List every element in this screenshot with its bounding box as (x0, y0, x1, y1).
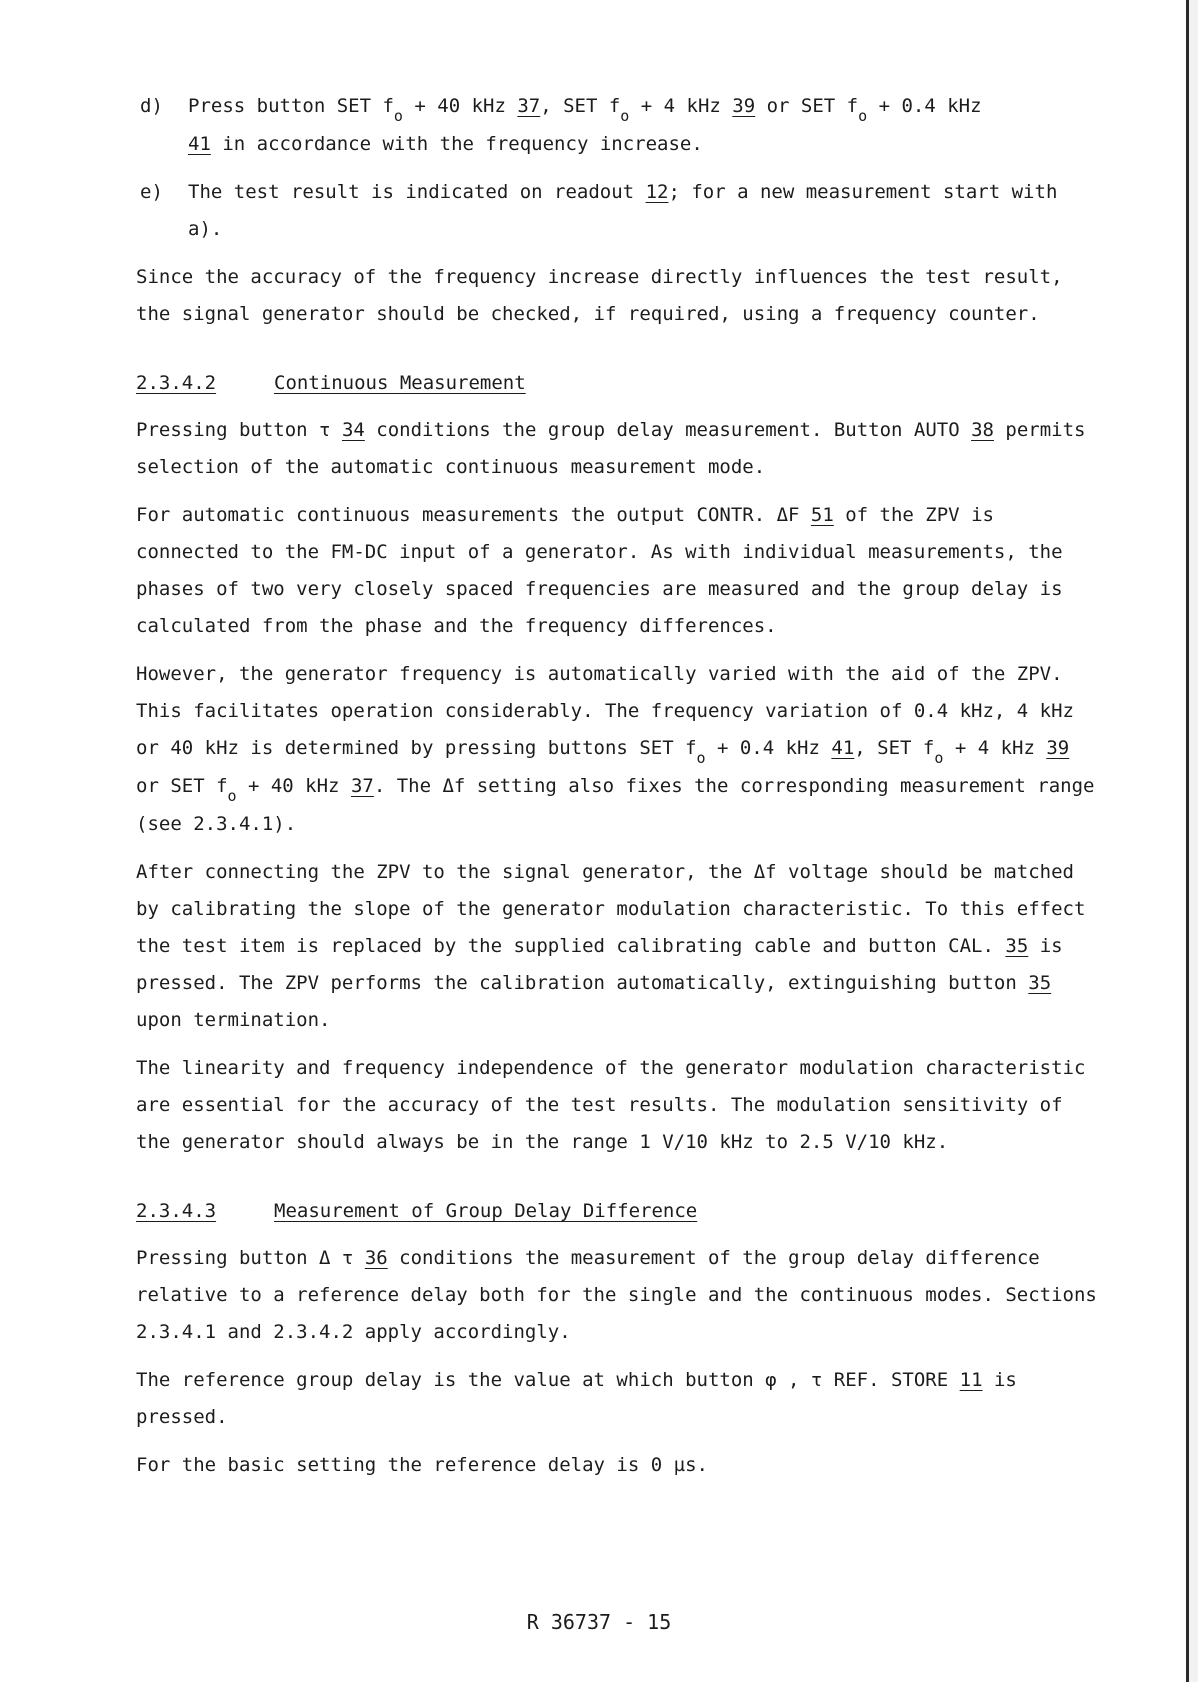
control-ref: 51 (810, 504, 834, 526)
text-run: + 0.4 kHz (867, 95, 982, 117)
text-run: After connecting the ZPV to the signal generator, the Δf voltage should be matched by calibrating the slope of the generator modulation characteristic. To this effect the test item is replaced by the supplied calibrating cable and button CAL. (136, 861, 1086, 957)
text-run: or SET f (136, 775, 228, 797)
control-ref: 34 (341, 419, 365, 441)
list-item-d (136, 88, 1101, 163)
text-run: is pressed. The ZPV performs the calibration automatically, extinguishing button (136, 935, 1063, 994)
subscript: o (934, 749, 944, 767)
control-ref: 11 (959, 1369, 983, 1391)
delta-tau-symbol: Δ τ (319, 1247, 354, 1269)
text-run: For automatic continuous measurements the output CONTR. ΔF (136, 504, 811, 526)
control-ref: 37 (350, 775, 374, 797)
page-footer: R 36737 - 15 (526, 1610, 672, 1634)
paragraph (136, 412, 1101, 486)
control-ref: 12 (645, 181, 669, 203)
section-title: Continuous Measurement (274, 372, 526, 394)
text-run: However, the generator frequency is automatically varied with the aid of the ZPV. This facilitates operation considerably. The frequency variation of 0.4 kHz, 4 kHz or 40 kHz is determined by pressing buttons SET f (136, 663, 1074, 759)
text-run: + 0.4 kHz (705, 737, 832, 759)
text-run: The test result is indicated on readout (188, 181, 646, 203)
paragraph-accuracy: Since the accuracy of the frequency increase directly influences the test result, the signal generator should be checked, if required, using a frequency counter. (136, 266, 1063, 325)
list-label-d: d) (140, 95, 163, 117)
subscript: o (696, 749, 706, 767)
control-ref: 39 (1046, 737, 1070, 759)
text-run: , SET f (854, 737, 935, 759)
section-number: 2.3.4.2 (136, 372, 217, 394)
list-label-e: e) (140, 181, 163, 203)
text-run: Pressing button (136, 1247, 320, 1269)
control-ref: 35 (1005, 935, 1029, 957)
page-body (136, 88, 1101, 1495)
subscript: o (393, 107, 403, 125)
paragraph (136, 854, 1101, 1039)
text-run: Press button SET f (188, 95, 394, 117)
paragraph (136, 497, 1101, 645)
phi-tau-symbol: φ , τ (765, 1369, 823, 1391)
control-ref: 38 (971, 419, 994, 441)
section-title: Measurement of Group Delay Difference (274, 1200, 698, 1222)
text-run: conditions the measurement of the group delay difference relative to a reference delay both for the single and the continuous modes. Sections 2.3.4.1 and 2.3.4.2 apply accordingly. (136, 1247, 1097, 1343)
tau-symbol: τ (319, 419, 331, 441)
text-run: upon termination. (136, 1009, 331, 1031)
subscript: o (227, 787, 237, 805)
list-item-e (136, 174, 1101, 248)
text-run: in accordance with the frequency increase. (210, 133, 703, 155)
subscript: o (858, 107, 868, 125)
control-ref: 41 (831, 737, 855, 759)
text-run: The reference group delay is the value at which button (136, 1369, 766, 1391)
paragraph: For the basic setting the reference delay is 0 µs. (136, 1454, 708, 1476)
text-run: + 4 kHz (629, 95, 733, 117)
text-run: is pressed. (136, 1369, 1017, 1428)
section-heading-2343 (136, 1193, 1101, 1230)
text-run: conditions the group delay measurement. Button AUTO (364, 419, 972, 441)
text-run: + 40 kHz (402, 95, 518, 117)
text-run: Pressing button (136, 419, 320, 441)
paragraph (136, 656, 1101, 843)
text-run: + 40 kHz (236, 775, 351, 797)
text-run: , SET f (540, 95, 621, 117)
control-ref: 36 (364, 1247, 388, 1269)
section-number: 2.3.4.3 (136, 1200, 217, 1222)
paragraph (136, 1362, 1101, 1436)
control-ref: 41 (188, 133, 211, 155)
control-ref: 39 (732, 95, 756, 117)
text-run: or SET f (755, 95, 859, 117)
page-edge-shade (1189, 0, 1198, 1682)
text-run: of the ZPV is connected to the FM-DC input of a generator. As with individual measurements, the phases of two very closely spaced frequencies are measured and the group delay is calculated from the phase and the frequency differences. (136, 504, 1063, 637)
text-run: + 4 kHz (943, 737, 1047, 759)
text-run: ; for a new measurement start with a). (188, 181, 1058, 240)
section-heading-2342 (136, 365, 1101, 402)
subscript: o (620, 107, 630, 125)
text-run: REF. STORE (822, 1369, 960, 1391)
control-ref: 37 (517, 95, 541, 117)
text-run: permits selection of the automatic continuous measurement mode. (136, 419, 1086, 478)
control-ref: 35 (1028, 972, 1052, 994)
text-run: . The Δf setting also fixes the corresponding measurement range (see 2.3.4.1). (136, 775, 1095, 835)
paragraph: The linearity and frequency independence of the generator modulation characteristic are essential for the accuracy of the test results. The modulation sensitivity of the generator should always be in the range 1 V/10 kHz to 2.5 V/10 kHz. (136, 1057, 1086, 1153)
paragraph (136, 1240, 1101, 1351)
